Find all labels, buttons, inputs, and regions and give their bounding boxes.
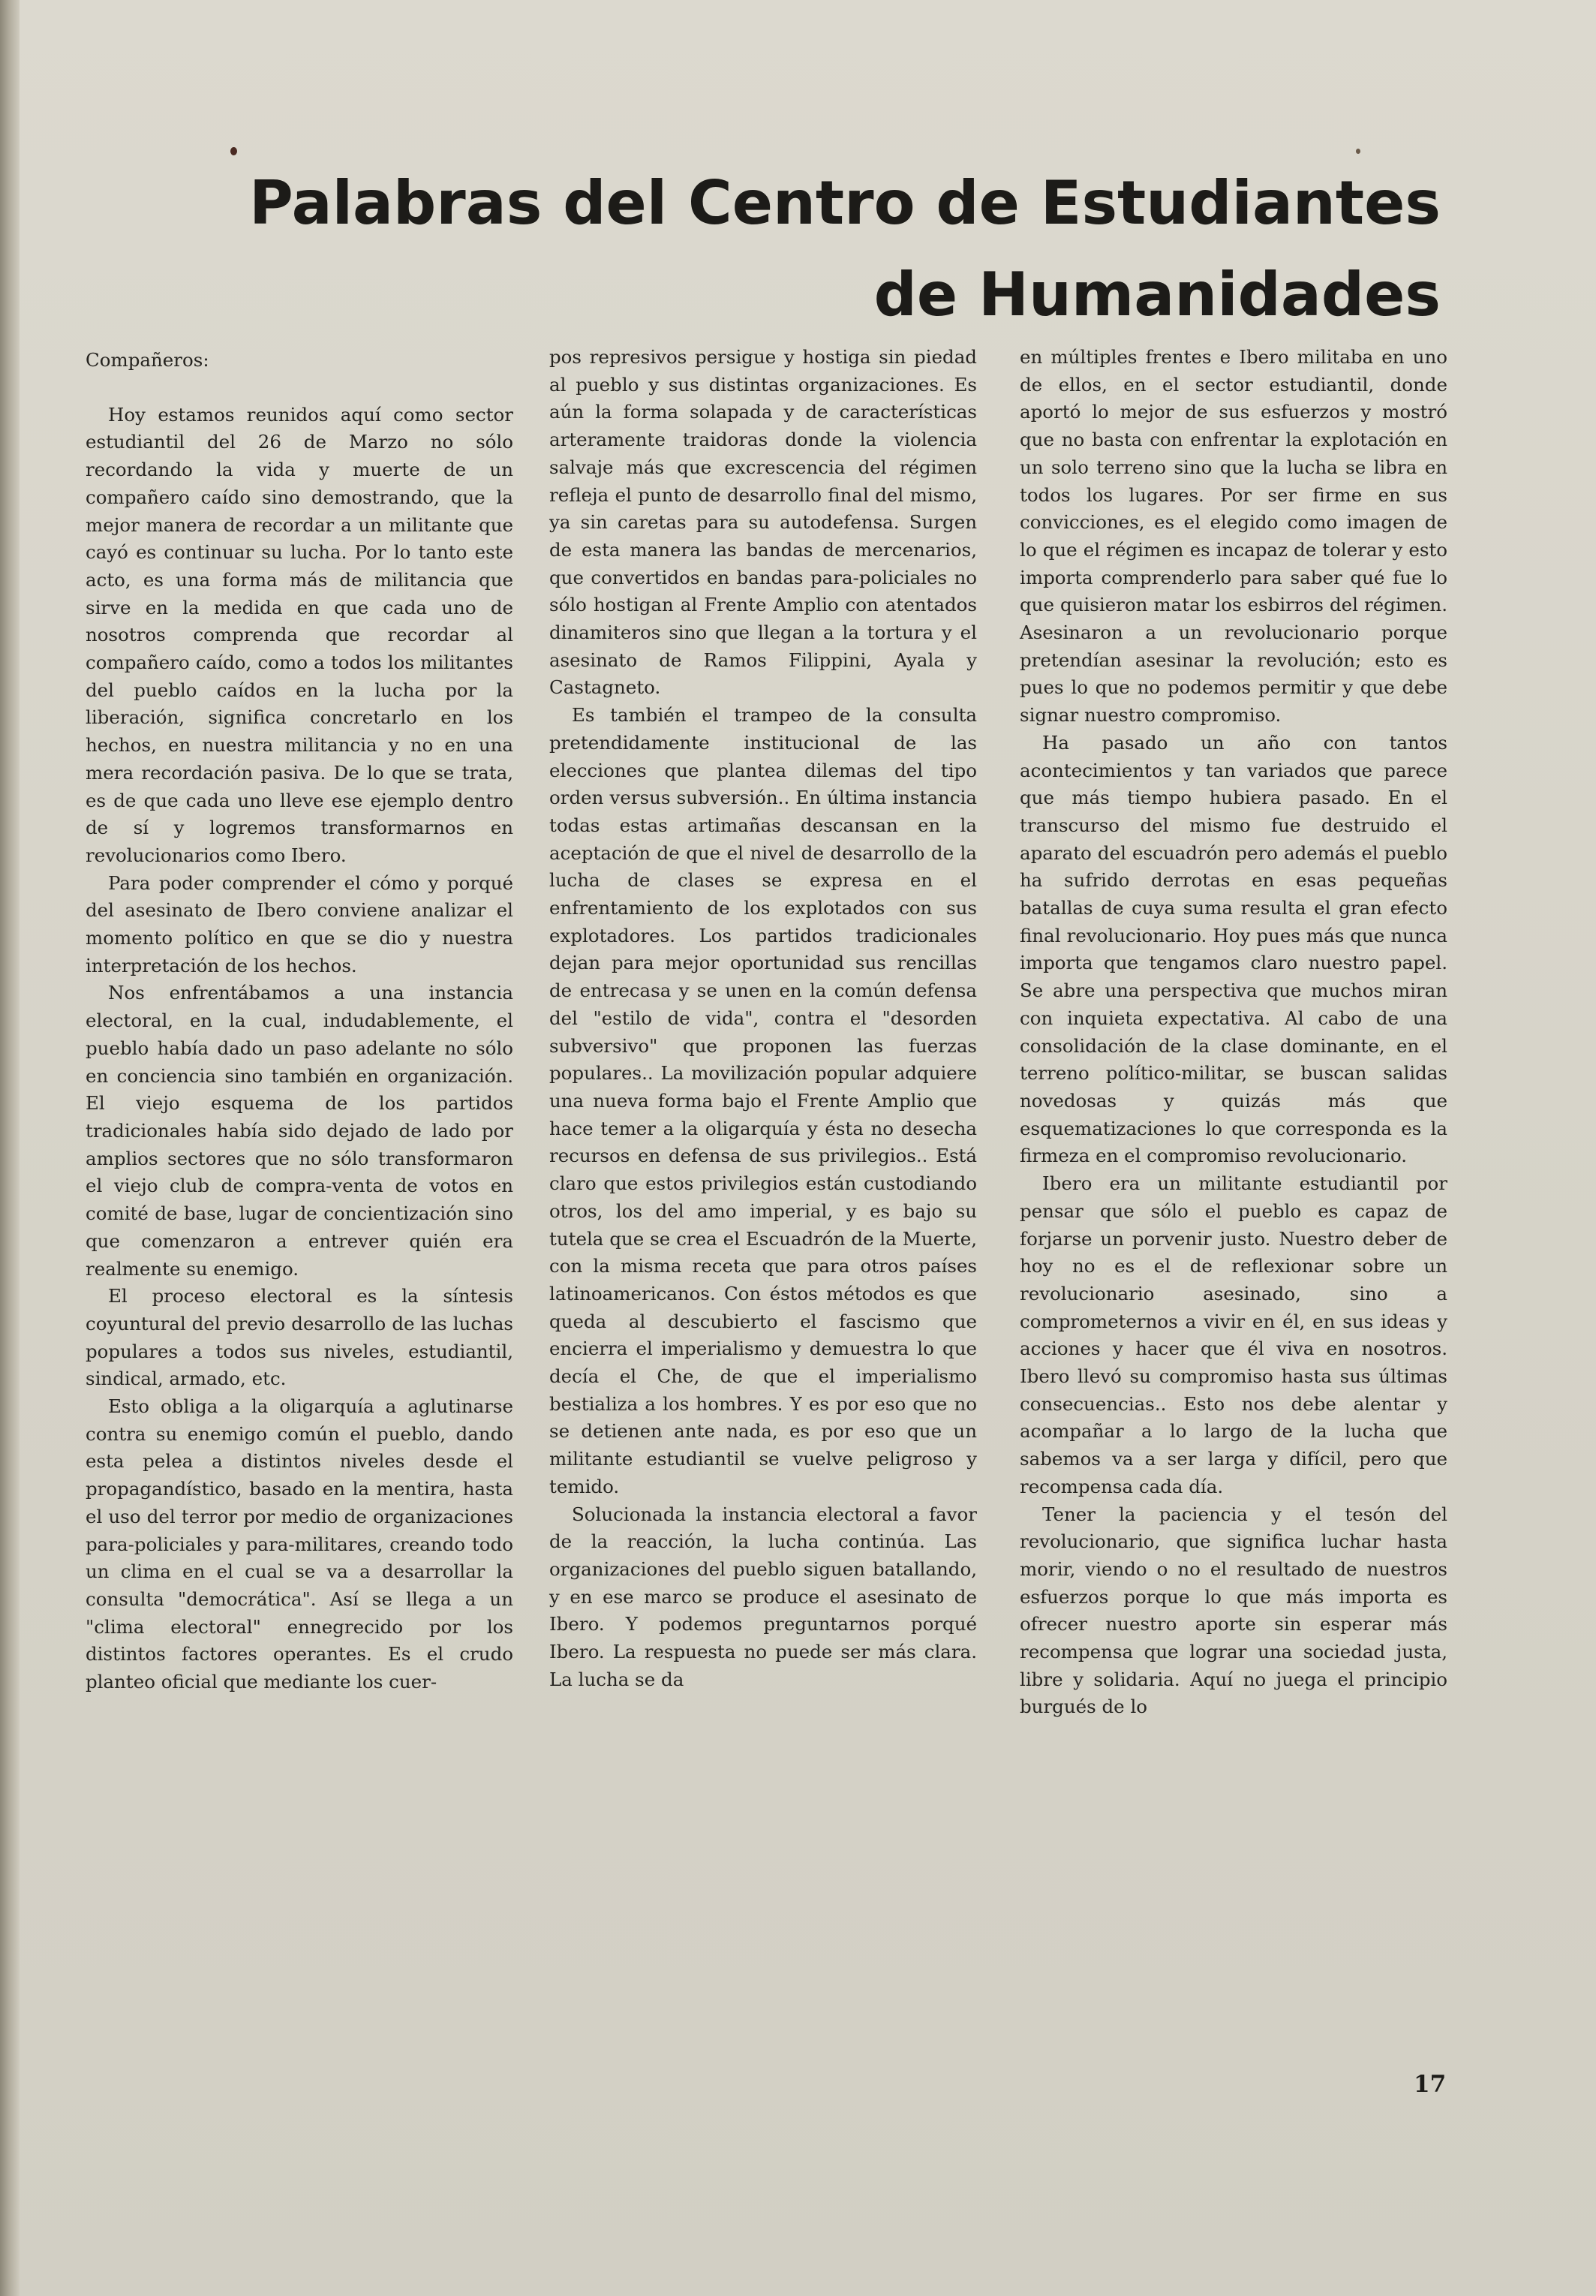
- text-column-3: [1020, 344, 1447, 1721]
- paragraph: Para poder comprender el cómo y porqué del asesinato de Ibero conviene analizar el momento político en que se dio y nuestra interpretación de los hechos.: [86, 871, 513, 976]
- article-title: [165, 158, 1441, 341]
- paragraph: Esto obliga a la oligarquía a aglutinarse contra su enemigo común el pueblo, dando esta pelea a distintos niveles desde el propagandístico, basado en la mentira, hasta el uso del terror por medio de organizaciones para-policiales y para-militares, creando todo un clima en el cual se va a desarrollar la consulta "democrática". Así se llega a un "clima electoral" ennegrecido por los distintos factores operantes. Es el crudo planteo oficial que mediante los cuer-: [86, 1395, 513, 1693]
- paragraph: El proceso electoral es la síntesis coyuntural del previo desarrollo de las luchas populares a todos sus niveles, estudiantil, sindical, armado, etc.: [86, 1285, 513, 1390]
- paragraph: Ibero era un militante estudiantil por pensar que sólo el pueblo es capaz de forjarse un porvenir justo. Nuestro deber de hoy no es el de reflexionar sobre un revolucionario asesinado, sino a comprometernos a vivir en él, en sus ideas y acciones y hacer que él viva en nosotros. Ibero llevó su compromiso hasta sus últimas consecuencias.. Esto nos debe alentar y acompañar a lo largo de la lucha que sabemos va a ser larga y difícil, pero que recompensa cada día.: [1020, 1172, 1447, 1497]
- paragraph: Nos enfrentábamos a una instancia electoral, en la cual, indudablemente, el pueblo había dado un paso adelante no sólo en conciencia sino también en organización. El viejo esquema de los partidos tradicionales había sido dejado de lado por amplios sectores que no sólo transformaron el viejo club de compra-venta de votos en comité de base, lugar de concientización sino que comenzaron a entrever quién era realmente su enemigo.: [86, 982, 513, 1280]
- print-speck: [230, 147, 237, 155]
- title-line-1: Palabras del Centro de Estudiantes: [249, 168, 1441, 238]
- binding-edge: [0, 0, 20, 2296]
- page-number: 17: [1414, 2071, 1447, 2098]
- paragraph: Tener la paciencia y el tesón del revolucionario, que significa luchar hasta morir, viendo o no el resultado de nuestros esfuerzos porque lo que más importa es ofrecer nuestro aporte sin esperar más recompensa que lograr una sociedad justa, libre y solidaria. Aquí no juega el principio burgués de lo: [1020, 1503, 1447, 1718]
- paragraph-continued: pos represivos persigue y hostiga sin piedad al pueblo y sus distintas organizaciones. Es aún la forma solapada y de características arteramente traidoras donde la violencia salvaje más que excrescencia del régimen refleja el punto de desarrollo final del mismo, ya sin caretas para su autodefensa. Surgen de esta manera las bandas de mercenarios, que convertidos en bandas para-policiales no sólo hostigan al Frente Amplio con atentados dinamiteros sino que llegan a la tortura y el asesinato de Ramos Filippini, Ayala y Castagneto.: [549, 346, 977, 699]
- paragraph: Hoy estamos reunidos aquí como sector estudiantil del 26 de Marzo no sólo recordando la vida y muerte de un compañero caído sino demostrando, que la mejor manera de recordar a un militante que cayó es continuar su lucha. Por lo tanto este acto, es una forma más de militancia que sirve en la medida en que cada uno de nosotros comprenda que recordar al compañero caído, como a todos los militantes del pueblo caídos en la lucha por la liberación, significa concretarlo en los hechos, en nuestra militancia y no en una mera recordación pasiva. De lo que se trata, es de que cada uno lleve ese ejemplo dentro de sí y logremos transformarnos en revolucionarios como Ibero.: [86, 403, 513, 866]
- text-column-1: [86, 347, 513, 1696]
- paragraph-continued: en múltiples frentes e Ibero militaba en uno de ellos, en el sector estudiantil, donde aportó lo mejor de sus esfuerzos y mostró que no basta con enfrentar la explotación en un solo terreno sino que la lucha se libra en todos los lugares. Por ser firme en sus convicciones, es el elegido como imagen de lo que el régimen es incapaz de tolerar y esto importa comprenderlo para saber qué fue lo que quisieron matar los esbirros del régimen. Asesinaron a un revolucionario porque pretendían asesinar la revolución; esto es pues lo que no podemos permitir y que debe signar nuestro compromiso.: [1020, 346, 1447, 727]
- paragraph: Ha pasado un año con tantos acontecimientos y tan variados que parece que más tiempo hubiera pasado. En el transcurso del mismo fue destruido el aparato del escuadrón pero además el pueblo ha sufrido derrotas en esas pequeñas batallas de cuya suma resulta el gran efecto final revolucionario. Hoy pues más que nunca importa que tengamos claro nuestro papel. Se abre una perspectiva que muchos miran con inquieta expectativa. Al cabo de una consolidación de la clase dominante, en el terreno político-militar, se buscan salidas novedosas y quizás más que esquematizaciones lo que corresponda es la firmeza en el compromiso revolucionario.: [1020, 731, 1447, 1167]
- title-line-2: de Humanidades: [873, 260, 1441, 330]
- paragraph: Es también el trampeo de la consulta pretendidamente institucional de las elecciones que plantea dilemas del tipo orden versus subversión.. En última instancia todas estas artimañas descansan en la aceptación de que el nivel de desarrollo de la lucha de clases se expresa en el enfrentamiento de los explotados con sus explotadores. Los partidos tradicionales dejan para mejor oportunidad sus rencillas de entrecasa y se unen en la común defensa del "estilo de vida", contra el "desorden subversivo" que proponen las fuerzas populares.. La movilización popular adquiere una nueva forma bajo el Frente Amplio que hace temer a la oligarquía y ésta no desecha recursos en defensa de sus privilegios.. Está claro que estos privilegios están custodiando otros, los del amo imperial, y es bajo su tutela que se crea el Escuadrón de la Muerte, con la misma receta que para otros países latinoamericanos. Con éstos métodos es que queda al descubierto el fascismo que encierra el imperialismo y demuestra lo que decía el Che, de que el imperialismo bestializa a los hombres. Y es por eso que no se detienen ante nada, es por eso que un militante estudiantil se vuelve peligroso y temido.: [549, 704, 977, 1497]
- text-column-2: [549, 344, 977, 1693]
- salutation: Compañeros:: [86, 349, 209, 371]
- print-speck: [1356, 149, 1360, 154]
- paragraph: Solucionada la instancia electoral a favor de la reacción, la lucha continúa. Las organizaciones del pueblo siguen batallando, y en ese marco se produce el asesinato de Ibero. Y podemos preguntarnos porqué Ibero. La respuesta no puede ser más clara. La lucha se da: [549, 1503, 977, 1690]
